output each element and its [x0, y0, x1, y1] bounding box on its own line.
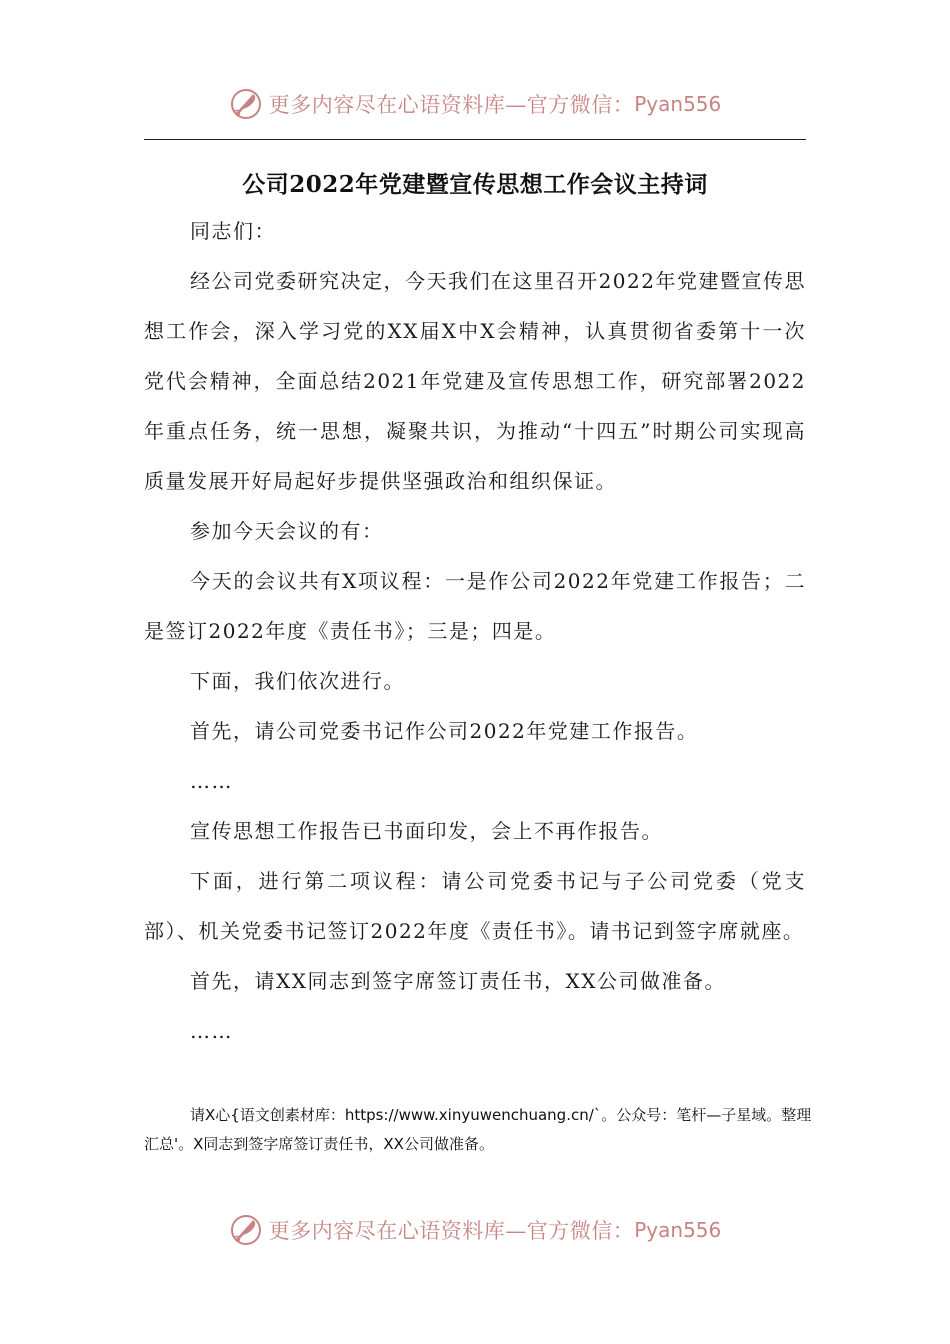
footer-banner-contact: Pyan556	[634, 1218, 722, 1242]
header-banner	[0, 82, 950, 126]
footer-banner	[0, 1208, 950, 1252]
footer-banner-text: 更多内容尽在心语资料库—官方微信：	[268, 1219, 635, 1243]
header-banner-contact: Pyan556	[634, 92, 722, 116]
paragraph: ……	[190, 769, 233, 793]
source-note-text: 请X心{语文创素材库：https://www.xinyuwenchuang.cn/`。公众号：笔杆—子星域。整理汇总'。X同志到签字席签订责任书，XX公司做准备。	[144, 1106, 812, 1153]
paragraph: 下面，进行第二项议程：请公司党委书记与子公司党委（党支部）、机关党委书记签订2022年度《责任书》。请书记到签字席就座。	[144, 869, 806, 943]
paragraph: 参加今天会议的有：	[190, 519, 384, 543]
source-note	[144, 1101, 814, 1159]
header-divider	[144, 139, 806, 140]
page-title: 公司2022年党建暨宣传思想工作会议主持词	[242, 171, 708, 198]
paragraph: 经公司党委研究决定，今天我们在这里召开2022年党建暨宣传思想工作会，深入学习党的XX届X中X会精神，认真贯彻省委第十一次党代会精神，全面总结2021年党建及宣传思想工作，研究部署2022年重点任务，统一思想，凝聚共识，为推动“十四五”时期公司实现高质量发展开好局起好步提供坚强政治和组织保证。	[144, 269, 806, 493]
paragraph: 首先，请XX同志到签字席签订责任书，XX公司做准备。	[190, 969, 726, 993]
paragraph: 首先，请公司党委书记作公司2022年党建工作报告。	[190, 719, 699, 743]
paragraph: 同志们：	[190, 219, 276, 243]
quill-logo-icon	[229, 87, 263, 121]
paragraph: ……	[190, 1019, 233, 1043]
paragraph: 今天的会议共有X项议程：一是作公司2022年党建工作报告；二是签订2022年度《责任书》；三是；四是。	[144, 569, 806, 643]
document-body	[144, 206, 806, 1056]
quill-logo-icon	[229, 1213, 263, 1247]
paragraph: 下面，我们依次进行。	[190, 669, 405, 693]
header-banner-text: 更多内容尽在心语资料库—官方微信：	[268, 93, 635, 117]
paragraph: 宣传思想工作报告已书面印发，会上不再作报告。	[190, 819, 663, 843]
